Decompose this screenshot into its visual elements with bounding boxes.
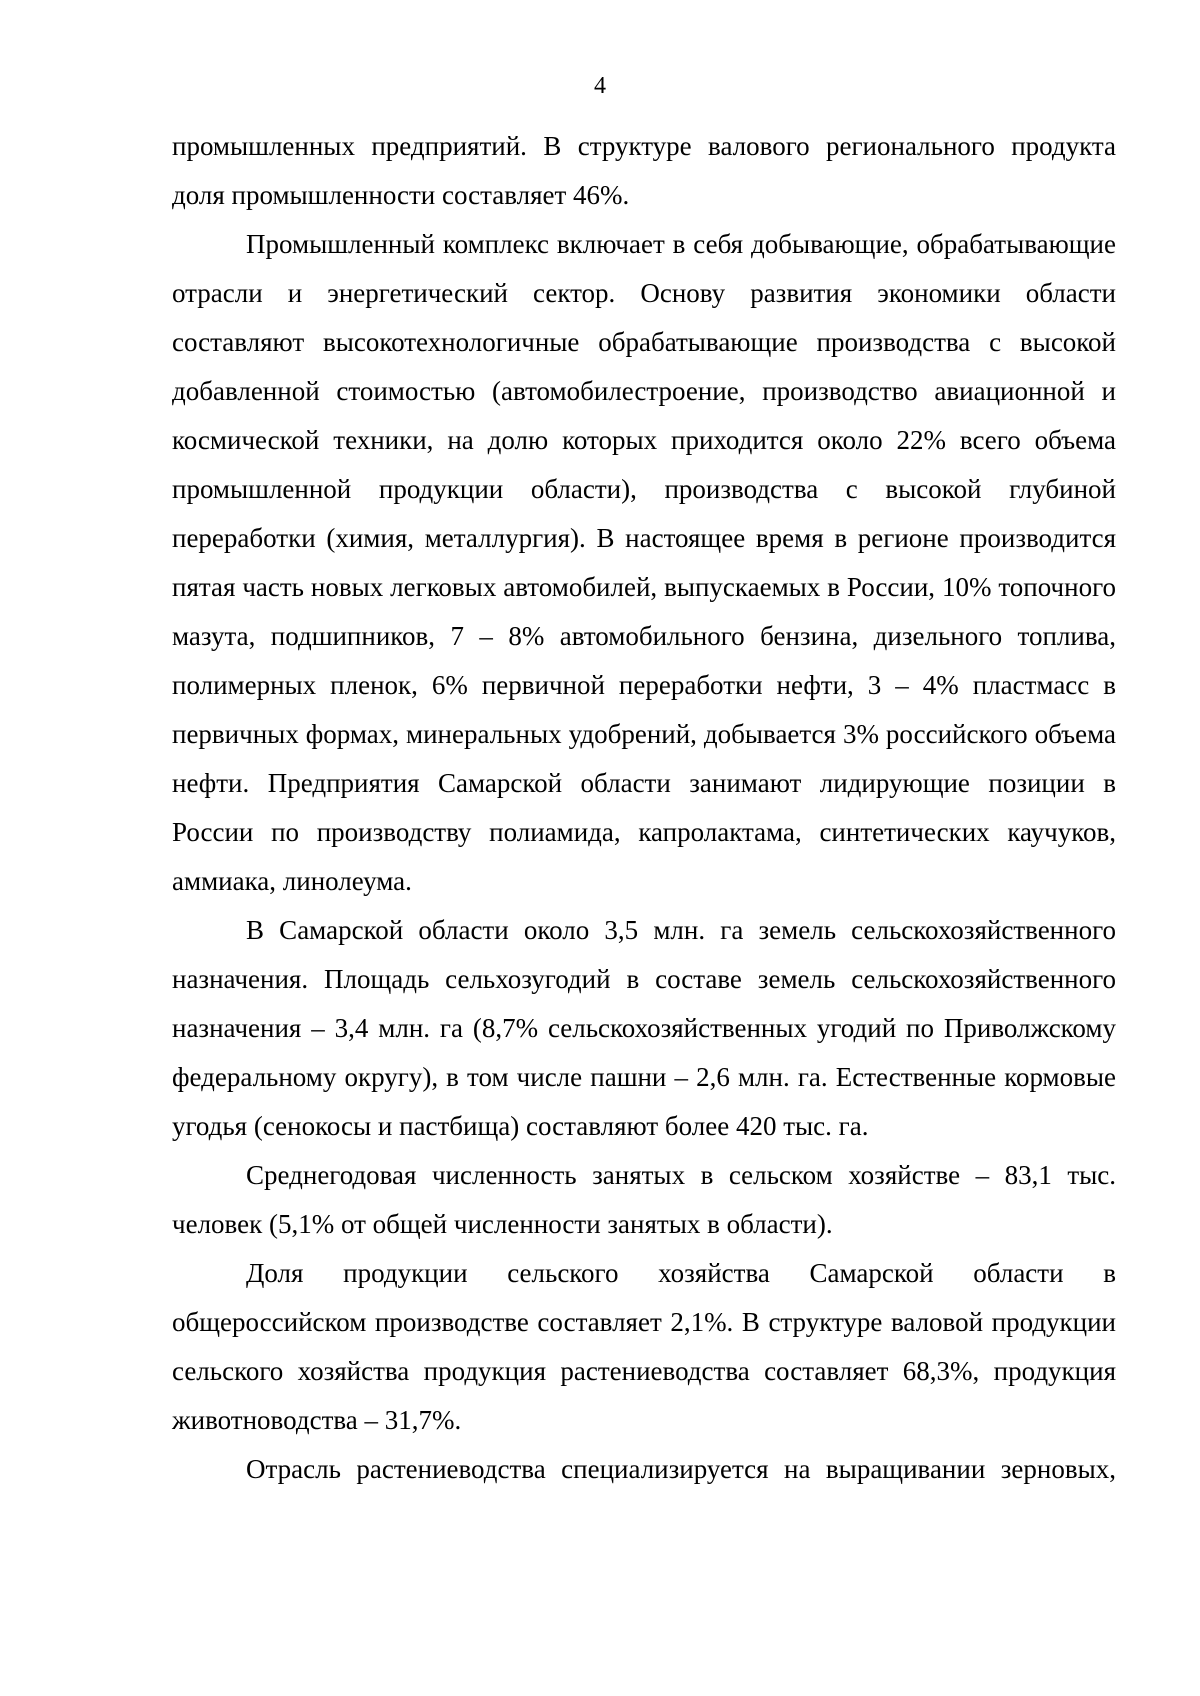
page-number: 4 [594, 73, 606, 99]
paragraph-crop-production: Отрасль растениеводства специализируется на выращивании зерновых, [246, 1454, 1116, 1484]
document-body [172, 122, 1116, 1494]
paragraph-agricultural-employment: Среднегодовая численность занятых в сельском хозяйстве – 83,1 тыс. человек (5,1% от общей численности занятых в области). [172, 1160, 1116, 1239]
paragraph-industry-share: промышленных предприятий. В структуре валового регионального продукта доля промышленности составляет 46%. [172, 131, 1116, 210]
paragraph-agricultural-production-share: Доля продукции сельского хозяйства Самарской области в общероссийском производстве составляет 2,1%. В структуре валовой продукции сельского хозяйства продукция растениеводства составляет 68,3%, продукция животноводства – 31,7%. [172, 1258, 1116, 1435]
paragraph-agricultural-land: В Самарской области около 3,5 млн. га земель сельскохозяйственного назначения. Площадь сельхозугодий в составе земель сельскохозяйственного назначения – 3,4 млн. га (8,7% сельскохозяйственных угодий по Приволжскому федеральному округу), в том числе пашни – 2,6 млн. га. Естественные кормовые угодья (сенокосы и пастбища) составляют более 420 тыс. га. [172, 915, 1116, 1141]
paragraph-industrial-complex: Промышленный комплекс включает в себя добывающие, обрабатывающие отрасли и энергетический сектор. Основу развития экономики области составляют высокотехнологичные обрабатывающие производства с высокой добавленной стоимостью (автомобилестроение, производство авиационной и космической техники, на долю которых приходится около 22% всего объема промышленной продукции области), производства с высокой глубиной переработки (химия, металлургия). В настоящее время в регионе производится пятая часть новых легковых автомобилей, выпускаемых в России, 10% топочного мазута, подшипников, 7 – 8% автомобильного бензина, дизельного топлива, полимерных пленок, 6% первичной переработки нефти, 3 – 4% пластмасс в первичных формах, минеральных удобрений, добывается 3% российского объема нефти. Предприятия Самарской области занимают лидирующие позиции в России по производству полиамида, капролактама, синтетических каучуков, аммиака, линолеума. [172, 229, 1116, 896]
